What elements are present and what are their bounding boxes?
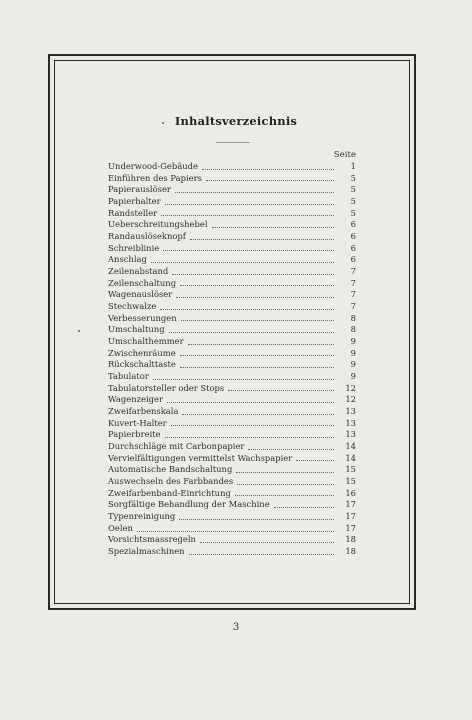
dot-leader bbox=[169, 332, 334, 333]
toc-entry-page: 13 bbox=[345, 417, 356, 428]
toc-entry bbox=[108, 219, 356, 231]
toc-entry-label: Automatische Bandschaltung bbox=[108, 464, 233, 475]
dot-leader bbox=[176, 297, 334, 298]
toc-entry bbox=[108, 278, 356, 290]
toc-entry-label: Papierbreite bbox=[108, 429, 161, 440]
dot-leader bbox=[212, 227, 334, 228]
toc-entry-page: 7 bbox=[350, 289, 356, 300]
dot-leader bbox=[179, 519, 334, 520]
toc-entry-label: Durchschläge mit Carbonpapier bbox=[108, 441, 245, 452]
toc-entry-label: Zeilenschaltung bbox=[108, 277, 177, 288]
toc-entry bbox=[108, 476, 356, 488]
toc-entry-page: 14 bbox=[345, 441, 356, 452]
toc-entry-page: 9 bbox=[350, 359, 356, 370]
dot-leader bbox=[180, 367, 334, 368]
dot-leader bbox=[189, 554, 334, 555]
toc-entry-label: Anschlag bbox=[108, 254, 147, 265]
toc-entry-label: Papierhalter bbox=[108, 196, 161, 206]
toc-entry-label: Wagenzeiger bbox=[108, 394, 163, 405]
toc-entry-page: 8 bbox=[350, 324, 356, 335]
toc-entry-page: 6 bbox=[350, 242, 356, 253]
toc-entry-label: Underwood-Gebäude bbox=[108, 160, 198, 171]
dot-leader bbox=[296, 460, 334, 461]
dot-leader bbox=[172, 274, 334, 275]
toc-entry bbox=[108, 546, 356, 558]
dot-leader bbox=[180, 285, 334, 286]
toc-entry-label: Tabulatorsteller oder Stops bbox=[108, 382, 225, 393]
dot-leader bbox=[175, 192, 334, 193]
toc-entry-page: 12 bbox=[345, 394, 356, 405]
toc-entry bbox=[108, 173, 356, 185]
dot-leader bbox=[160, 309, 334, 310]
toc-entry-label: Spezialmaschinen bbox=[108, 546, 185, 557]
toc-entry bbox=[108, 231, 356, 243]
toc-entry-page: 9 bbox=[350, 336, 356, 347]
toc-entry-label: Sorgfältige Behandlung der Maschine bbox=[108, 499, 270, 510]
toc-entry bbox=[108, 266, 356, 278]
toc-entry-label: Typenreinigung bbox=[108, 511, 176, 522]
toc-entry-page: 13 bbox=[345, 429, 356, 440]
toc-entry bbox=[108, 313, 356, 325]
toc-entry-page: 18 bbox=[345, 534, 356, 545]
toc-entry bbox=[108, 511, 356, 523]
dot-leader bbox=[180, 355, 334, 356]
toc-entry-page: 13 bbox=[345, 406, 356, 417]
dot-leader bbox=[165, 437, 334, 438]
toc-entry bbox=[108, 289, 356, 301]
toc-entry-label: Einführen des Papiers bbox=[108, 172, 202, 183]
toc-entry-label: Rückschalttaste bbox=[108, 359, 176, 370]
dot-leader bbox=[274, 507, 334, 508]
dot-leader bbox=[206, 180, 334, 181]
title-underline bbox=[216, 142, 250, 143]
toc-entry-page: 15 bbox=[345, 464, 356, 475]
dot-leader bbox=[236, 472, 334, 473]
toc-entry-page: 1 bbox=[350, 160, 356, 171]
toc-entry-page: 17 bbox=[345, 511, 356, 522]
dot-leader bbox=[151, 262, 334, 263]
toc-entry-page: 5 bbox=[350, 207, 356, 218]
page-number: 3 bbox=[232, 622, 240, 633]
toc-entry-label: Zweifarbenskala bbox=[108, 406, 179, 417]
toc-entry-page: 9 bbox=[350, 371, 356, 382]
dot-leader bbox=[181, 320, 334, 321]
toc-entry bbox=[108, 499, 356, 511]
toc-entry-label: Randsteller bbox=[108, 207, 158, 218]
toc-entry-label: Schreiblinie bbox=[108, 242, 160, 253]
toc-entry bbox=[108, 243, 356, 255]
toc-entry bbox=[108, 535, 356, 547]
toc-entry-label: Stechwalze bbox=[108, 301, 157, 312]
dot-leader bbox=[153, 379, 334, 380]
page-column-header: Seite bbox=[333, 150, 356, 160]
toc-entry bbox=[108, 453, 356, 465]
toc-entry-page: 16 bbox=[345, 487, 356, 498]
toc-entry bbox=[108, 184, 356, 196]
toc-entry bbox=[108, 359, 356, 371]
toc-entry-label: Vorsichtsmassregeln bbox=[108, 534, 196, 545]
toc-entry-page: 12 bbox=[345, 382, 356, 393]
toc-entry bbox=[108, 464, 356, 476]
toc-entry-label: Umschalthemmer bbox=[108, 336, 184, 347]
toc-entry bbox=[108, 406, 356, 418]
toc-entry-page: 5 bbox=[350, 196, 356, 206]
toc-entry-label: Papierauslöser bbox=[108, 184, 171, 195]
toc-entry bbox=[108, 348, 356, 360]
toc-entry bbox=[108, 254, 356, 266]
toc-entry-page: 17 bbox=[345, 499, 356, 510]
toc-entry-page: 5 bbox=[350, 184, 356, 195]
dot-leader bbox=[163, 250, 334, 251]
toc-entry-label: Tabulator bbox=[108, 371, 149, 382]
toc-entry-page: 8 bbox=[350, 312, 356, 323]
toc-entry-page: 6 bbox=[350, 219, 356, 230]
toc-entry bbox=[108, 161, 356, 173]
table-of-contents bbox=[108, 161, 356, 558]
toc-entry-page: 5 bbox=[350, 172, 356, 183]
toc-entry-label: Umschaltung bbox=[108, 324, 165, 335]
toc-entry-label: Zweifarbenband-Einrichtung bbox=[108, 487, 231, 498]
toc-entry bbox=[108, 336, 356, 348]
dot-leader bbox=[167, 402, 334, 403]
dot-leader bbox=[171, 425, 334, 426]
toc-entry bbox=[108, 488, 356, 500]
page-title: Inhaltsverzeichnis bbox=[174, 114, 298, 128]
toc-entry bbox=[108, 394, 356, 406]
dot-leader bbox=[182, 414, 334, 415]
toc-entry-page: 6 bbox=[350, 231, 356, 242]
toc-entry-label: Verbesserungen bbox=[108, 312, 177, 323]
toc-entry-page: 15 bbox=[345, 476, 356, 487]
dot-leader bbox=[228, 390, 334, 391]
toc-entry bbox=[108, 324, 356, 336]
ink-speck bbox=[78, 330, 80, 332]
toc-entry bbox=[108, 429, 356, 441]
dot-leader bbox=[202, 169, 334, 170]
toc-entry bbox=[108, 418, 356, 430]
dot-leader bbox=[137, 531, 334, 532]
dot-leader bbox=[190, 239, 334, 240]
toc-entry-page: 7 bbox=[350, 266, 356, 277]
toc-entry-label: Randauslöseknopf bbox=[108, 231, 186, 242]
toc-entry-page: 7 bbox=[350, 301, 356, 312]
dot-leader bbox=[235, 495, 334, 496]
toc-entry bbox=[108, 383, 356, 395]
toc-entry bbox=[108, 196, 356, 208]
dot-leader bbox=[188, 344, 334, 345]
toc-entry bbox=[108, 208, 356, 220]
dot-leader bbox=[161, 215, 334, 216]
toc-entry-label: Zeilenabstand bbox=[108, 266, 169, 277]
dot-leader bbox=[165, 204, 334, 205]
toc-entry bbox=[108, 523, 356, 535]
toc-entry-label: Kuvert-Halter bbox=[108, 417, 167, 428]
toc-entry bbox=[108, 371, 356, 383]
toc-entry-label: Vervielfältigungen vermittelst Wachspapier bbox=[108, 452, 293, 463]
toc-entry-label: Oelen bbox=[108, 522, 133, 533]
toc-entry-label: Auswechseln des Farbbandes bbox=[108, 476, 234, 487]
dot-leader bbox=[200, 542, 334, 543]
toc-entry-page: 17 bbox=[345, 522, 356, 533]
dot-leader bbox=[248, 449, 334, 450]
toc-entry-label: Wagenauslöser bbox=[108, 289, 173, 300]
dot-leader bbox=[237, 484, 334, 485]
toc-entry-label: Zwischenräume bbox=[108, 347, 176, 358]
toc-entry-label: Ueberschreitungshebel bbox=[108, 219, 208, 230]
toc-entry bbox=[108, 301, 356, 313]
toc-entry-page: 6 bbox=[350, 254, 356, 265]
toc-entry-page: 14 bbox=[345, 452, 356, 463]
toc-entry-page: 18 bbox=[345, 546, 356, 557]
toc-entry bbox=[108, 441, 356, 453]
toc-entry-page: 9 bbox=[350, 347, 356, 358]
toc-entry-page: 7 bbox=[350, 277, 356, 288]
